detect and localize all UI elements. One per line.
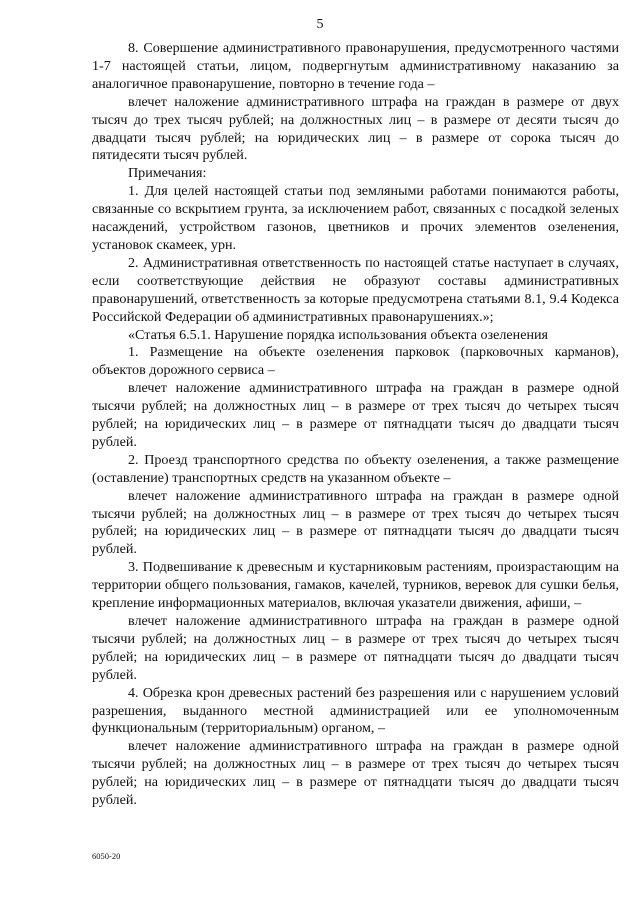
paragraph-part-8: 8. Совершение административного правонарушения, предусмотренного частями 1-7 настоящей статьи, лицом, подвергнутым административному наказанию за аналогичное правонарушение, повторно в течение года – xyxy=(92,40,619,92)
article-part-2: 2. Проезд транспортного средства по объекту озеленения, а также размещение (оставление) транспортных средств на указанном объекте – xyxy=(92,451,619,486)
paragraph-penalty: влечет наложение административного штрафа на граждан в размере от двух тысяч до трех тысяч рублей; на должностных лиц – в размере от десяти тысяч до двадцати тысяч рублей; на юридических лиц – в размере от сорока тысяч до пятидесяти тысяч рублей. xyxy=(92,93,619,164)
article-heading: «Статья 6.5.1. Нарушение порядка использования объекта озеленения xyxy=(128,326,549,343)
article-part-1-penalty: влечет наложение административного штрафа на граждан в размере одной тысячи рублей; на должностных лиц – в размере от трех тысяч до четырех тысяч рублей; на юридических лиц – в размере от пятнадцати тысяч до двадцати тысяч рублей. xyxy=(92,380,619,450)
article-part-2-penalty: влечет наложение административного штрафа на граждан в размере одной тысячи рублей; на должностных лиц – в размере от трех тысяч до четырех тысяч рублей; на юридических лиц – в размере от пятнадцати тысяч до двадцати тысяч рублей. xyxy=(92,487,619,558)
article-part-3-penalty: влечет наложение административного штрафа на граждан в размере одной тысячи рублей; на должностных лиц – в размере от трех тысяч до четырех тысяч рублей; на юридических лиц – в размере от пятнадцати тысяч до двадцати тысяч рублей. xyxy=(92,613,619,683)
page-number: 5 xyxy=(316,17,324,32)
article-part-3: 3. Подвешивание к древесным и кустарниковым растениям, произрастающим на территории общего пользования, гамаков, качелей, турников, веревок для сушки белья, крепление информационных материалов, включая указатели движения, афиши, – xyxy=(92,559,619,612)
article-part-4-penalty: влечет наложение административного штрафа на граждан в размере одной тысячи рублей; на должностных лиц – в размере от трех тысяч до четырех тысяч рублей; на юридических лиц – в размере от пятнадцати тысяч до двадцати тысяч рублей. xyxy=(92,738,619,809)
note-2: 2. Административная ответственность по настоящей статье наступает в случаях, если соответствующие действия не образуют составы административных правонарушений, ответственность за которые предусмотрена статьями 8.1, 9.4 Кодекса Российской Федерации об административных правонарушениях.»; xyxy=(92,254,619,325)
article-part-4: 4. Обрезка крон древесных растений без разрешения или с нарушением условий разрешения, выданного местной администрацией или ее уполномоченным функциональным (территориальным) органом, – xyxy=(92,684,619,737)
note-1: 1. Для целей настоящей статьи под земляными работами понимаются работы, связанные со вскрытием грунта, за исключением работ, связанных с посадкой зеленых насаждений, устройством газонов, цветников и прочих элементов озеленения, установок скамеек, урн. xyxy=(92,183,619,253)
article-part-1: 1. Размещение на объекте озеленения парковок (парковочных карманов), объектов дорожного сервиса – xyxy=(92,344,619,379)
notes-heading: Примечания: xyxy=(128,165,207,182)
document-code: 6050-20 xyxy=(92,851,121,861)
document-body xyxy=(92,40,619,810)
